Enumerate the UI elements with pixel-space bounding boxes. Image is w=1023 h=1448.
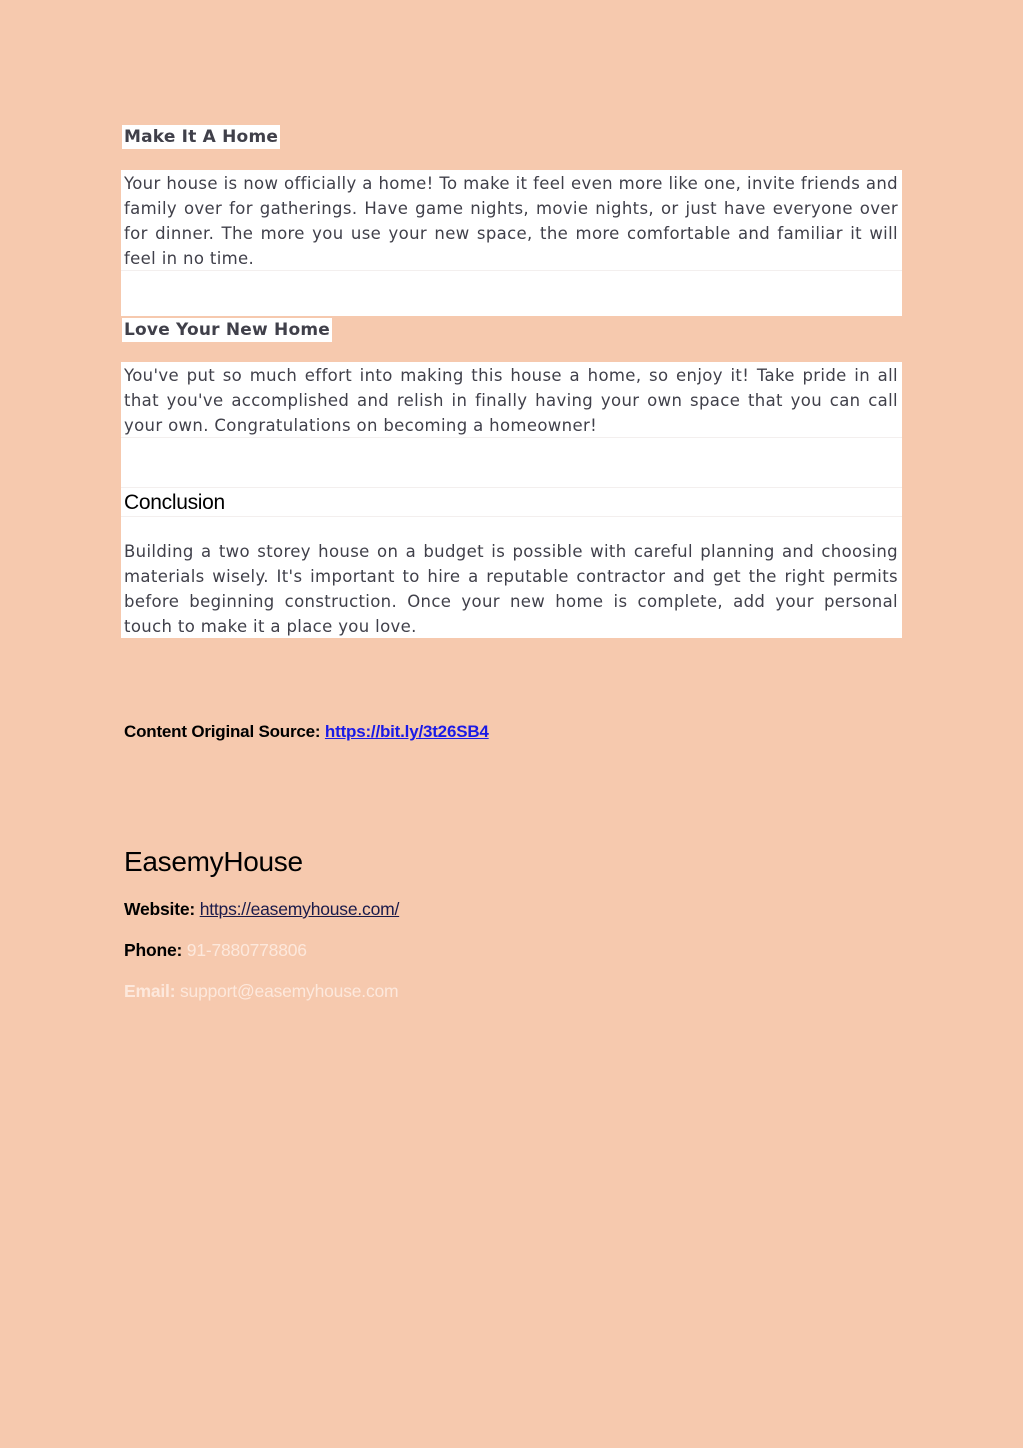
website-link[interactable]: https://easemyhouse.com/ [199, 899, 400, 919]
company-name: EasemyHouse [124, 846, 303, 877]
section-paragraph-love-your-new-home: You've put so much effort into making this house a home, so enjoy it! Take pride in all that you've accomplished and relish in finally having your own space that you can call your own. Congratulations on becoming a homeowner! [124, 366, 898, 435]
conclusion-heading: Conclusion [124, 491, 225, 514]
conclusion-paragraph: Building a two storey house on a budget is possible with careful planning and choosing materials wisely. It's important to hire a reputable contractor and get the right permits before beginning construction. Once your new home is complete, add your personal touch to make it a place you love. [124, 542, 898, 636]
email-label: Email: [124, 981, 176, 1001]
website-label: Website: [124, 899, 196, 919]
content-source-label: Content Original Source: [124, 722, 321, 741]
divider [121, 516, 902, 517]
phone-value: 91-7880778806 [186, 940, 307, 960]
divider [121, 487, 902, 488]
section-paragraph-make-it-a-home: Your house is now officially a home! To make it feel even more like one, invite friends and family over for gatherings. Have game nights, movie nights, or just have everyone over for dinner. The more you use your new space, the more comfortable and familiar it will feel in no time. [124, 174, 898, 268]
section-heading-make-it-a-home: Make It A Home [124, 127, 279, 147]
phone-label: Phone: [124, 940, 183, 960]
content-source-line [124, 722, 489, 742]
phone-line [124, 940, 307, 961]
website-line [124, 899, 399, 920]
email-value: support@easemyhouse.com [180, 981, 399, 1001]
email-line [124, 981, 398, 1002]
section-heading-love-your-new-home: Love Your New Home [124, 320, 331, 340]
content-source-link[interactable]: https://bit.ly/3t26SB4 [324, 722, 489, 741]
